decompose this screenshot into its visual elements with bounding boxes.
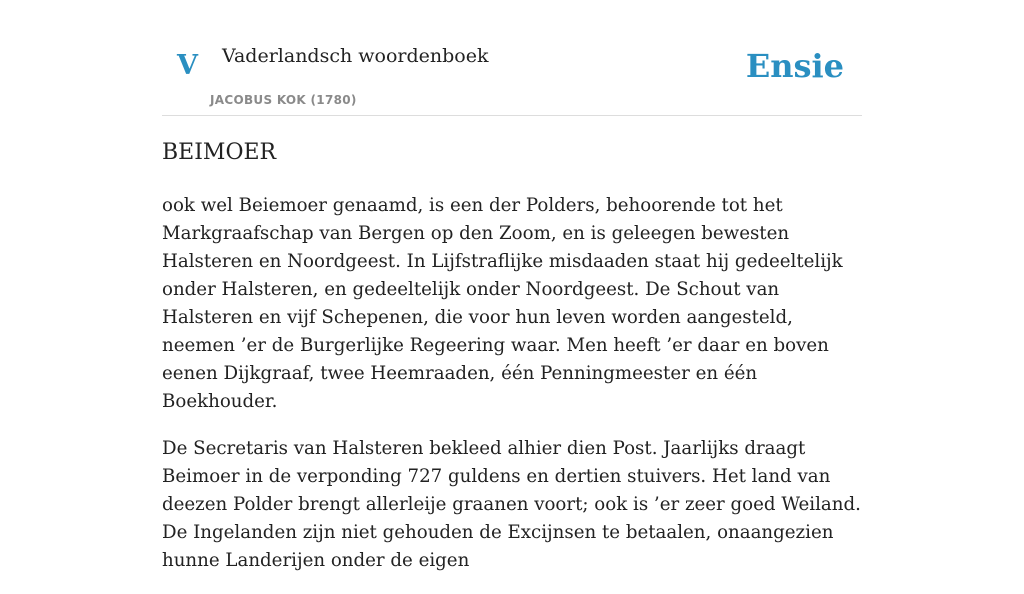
entry-title: BEIMOER xyxy=(162,140,277,165)
entry-paragraph: ook wel Beiemoer genaamd, is een der Polders, behoorende tot het Markgraafschap van Bergen op den Zoom, en is geleegen bewesten Halsteren en Noordgeest. In Lijfstraflijke misdaaden staat hij gedeeltelijk onder Halsteren, en gedeeltelijk onder Noordgeest. De Schout van Halsteren en vijf Schepenen, die voor hun leven worden aangesteld, neemen ’er de Burgerlijke Regeering waar. Men heeft ’er daar en boven eenen Dijkgraaf, twee Heemraaden, één Penningmeester en één Boekhouder. xyxy=(162,195,843,412)
book-header xyxy=(162,0,862,116)
letter-index-badge[interactable]: V xyxy=(177,50,198,81)
book-title[interactable]: Vaderlandsch woordenboek xyxy=(222,45,489,67)
entry-body xyxy=(162,192,864,594)
book-author: JACOBUS KOK (1780) xyxy=(210,93,357,107)
entry-paragraph: De Secretaris van Halsteren bekleed alhier dien Post. Jaarlijks draagt Beimoer in de verponding 727 guldens en dertien stuivers. Het land van deezen Polder brengt allerleije graanen voort; ook is ’er zeer goed Weiland. De Ingelanden zijn niet gehouden de Excijnsen te betaalen, onaangezien hunne Landerijen onder de eigen xyxy=(162,438,861,571)
brand-logo-link[interactable]: Ensie xyxy=(745,47,844,85)
